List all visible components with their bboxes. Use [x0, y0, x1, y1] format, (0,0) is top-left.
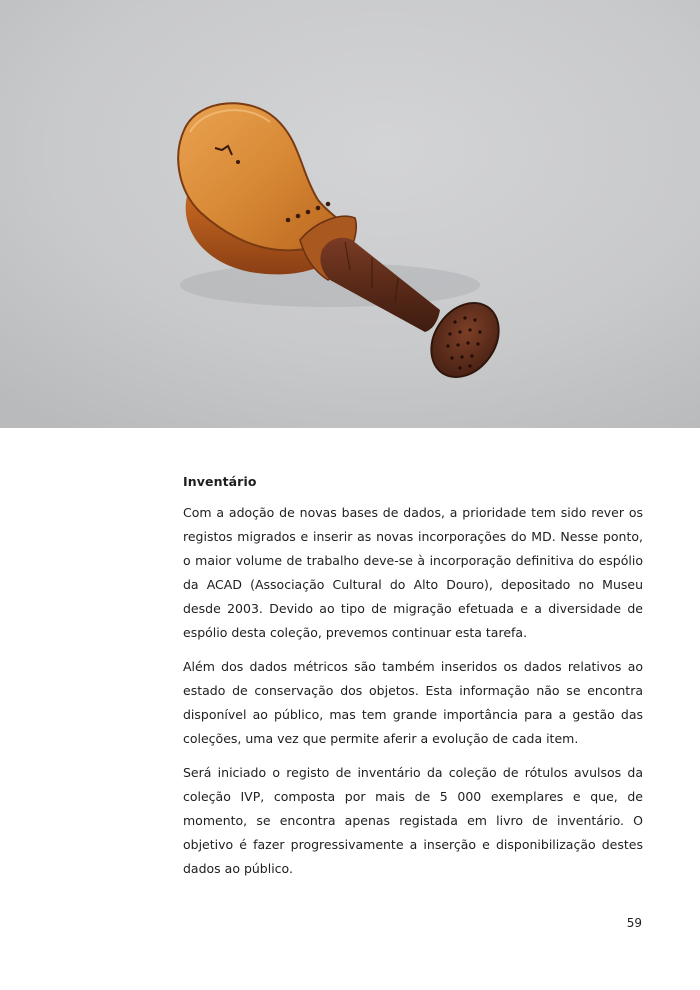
- museum-object-photo: [0, 0, 700, 428]
- paragraph-2: Além dos dados métricos são também inseridos os dados relativos ao estado de conservação dos objetos. Esta informação não se encontra disponível ao público, mas tem grande importância para a gestão das coleções, uma vez que permite aferir a evolução de cada item.: [183, 659, 643, 746]
- photo-background: [0, 0, 700, 428]
- inventory-section: [183, 474, 643, 891]
- paragraph-1: Com a adoção de novas bases de dados, a prioridade tem sido rever os registos migrados e inserir as novas incorporações do MD. Nesse ponto, o maior volume de trabalho deve-se à incorporação definitiva do espólio da ACAD (Associação Cultural do Alto Douro), depositado no Museu desde 2003. Devido ao tipo de migração efetuada e a diversidade de espólio desta coleção, prevemos continuar esta tarefa.: [183, 505, 643, 640]
- page-number: 59: [626, 916, 642, 930]
- paragraph-3: Será iniciado o registo de inventário da coleção de rótulos avulsos da coleção IVP, composta por mais de 5 000 exemplares e que, de momento, se encontra apenas registada em livro de inventário. O objetivo é fazer progressivamente a inserção e disponibilização destes dados ao público.: [183, 765, 643, 876]
- section-heading: Inventário: [183, 474, 257, 489]
- bellows-object-illustration: [0, 0, 700, 428]
